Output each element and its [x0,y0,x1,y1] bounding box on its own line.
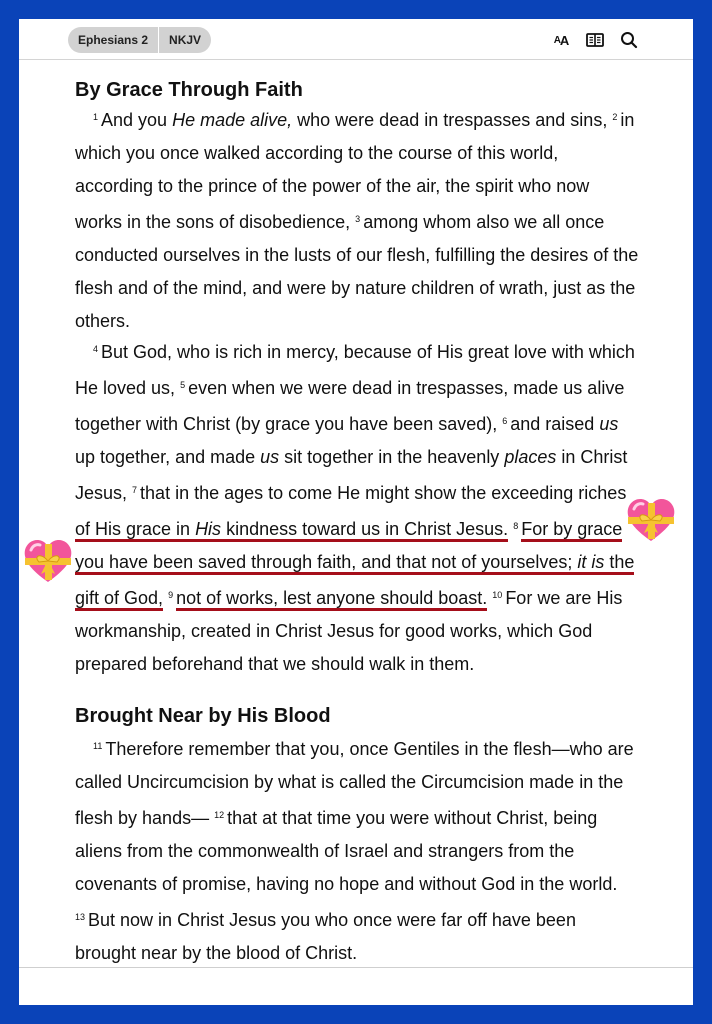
verse-number[interactable]: 8 [513,521,519,531]
verse-number[interactable]: 9 [168,590,174,600]
paragraph [75,333,641,681]
verse-text[interactable]: For we are His workmanship, created in Christ Jesus for good works, which God prepared beforehand that we should walk in them. [75,588,623,674]
verse-number[interactable]: 5 [180,380,186,390]
chapter-selector[interactable] [68,27,211,53]
text-size-icon[interactable]: A A [553,32,569,48]
verse-number[interactable]: 7 [132,485,138,495]
verse-text[interactable]: in which you once walked according to the course of this world, according to the prince of the power of the air, the spirit who now works in the sons of disobedience, [75,110,635,232]
book-chapter-button[interactable]: Ephesians 2 [78,33,149,47]
verse-number[interactable]: 11 [93,741,103,751]
verse-number[interactable]: 13 [75,912,86,922]
section-heading: Brought Near by His Blood [75,705,331,727]
verse-number[interactable]: 10 [492,590,503,600]
verse-number[interactable]: 4 [93,344,99,354]
verse-text[interactable]: places [504,447,557,467]
verse-text[interactable]: But now in Christ Jesus you who once were far off have been brought near by the blood of Christ. [75,910,576,963]
heart-with-ribbon-icon [21,536,75,586]
verse-text: it is [577,552,605,572]
book-icon[interactable] [585,31,605,49]
verse-text[interactable]: that in the ages to come He might show the exceeding riches [140,483,627,503]
paragraph [75,730,641,970]
verse-text[interactable]: up together, and made [75,447,261,467]
reader-page [19,19,693,1005]
verse-number[interactable]: 2 [612,112,618,122]
verse-text: His [195,519,222,539]
verse-text[interactable]: sit together in the heavenly [279,447,505,467]
paragraph [75,101,641,338]
verse-text: the gift of God, [75,552,635,608]
top-toolbar [19,19,693,60]
verse-text: of His grace in [75,519,196,539]
section-heading: By Grace Through Faith [75,79,303,101]
verse-text[interactable]: even when we were dead in trespasses, made us alive together with Christ (by grace you have been saved), [75,378,625,434]
search-icon[interactable] [619,31,639,49]
verse-text[interactable]: in Christ Jesus, [75,447,628,503]
bottom-divider [19,967,693,968]
verse-number[interactable]: 12 [214,810,225,820]
verse-text: kindness toward us in Christ Jesus. [221,519,509,539]
verse-text[interactable]: Therefore remember that you, once Gentiles in the flesh—who are called Uncircumcision by what is called the Circumcision made in the flesh by hands— [75,739,634,828]
underlined-verse-text[interactable] [75,519,508,542]
verse-text[interactable]: But God, who is rich in mercy, because of His great love with which He loved us, [75,342,635,398]
verse-number[interactable]: 6 [502,416,508,426]
verse-text[interactable]: He made alive, [172,110,293,130]
verse-text[interactable]: us [599,414,619,434]
verse-text[interactable]: among whom also we all once conducted ourselves in the lusts of our flesh, fulfilling the desires of the flesh and of the mind, and were by nature children of wrath, just as the others. [75,212,639,331]
verse-text: For by grace you have been saved through faith, and that not of yourselves; [75,519,623,572]
heart-with-ribbon-icon [624,495,678,545]
verse-text[interactable]: that at that time you were without Christ, being aliens from the commonwealth of Israel and strangers from the covenants of promise, having no hope and without God in the world. [75,808,618,894]
underlined-verse-text[interactable]: not of works, lest anyone should boast. [176,588,487,611]
version-button[interactable]: NKJV [169,33,202,47]
verse-text[interactable]: us [260,447,280,467]
verse-number[interactable]: 1 [93,112,99,122]
verse-text[interactable]: And you [101,110,173,130]
verse-text[interactable]: and raised [510,414,600,434]
toolbar-actions [551,31,639,49]
verse-text[interactable]: who were dead in trespasses and sins, [292,110,613,130]
verse-number[interactable]: 3 [355,214,361,224]
